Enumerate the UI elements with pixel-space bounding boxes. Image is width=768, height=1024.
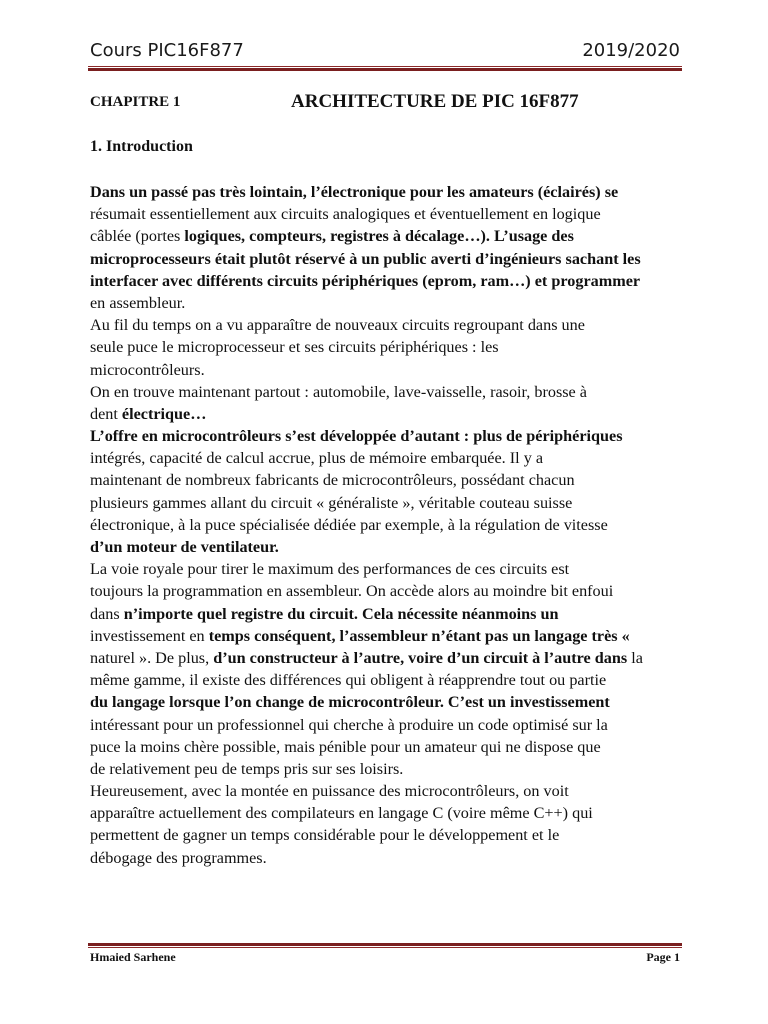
text-segment: dent (90, 404, 122, 423)
text-line (90, 580, 685, 602)
text-line (90, 647, 685, 669)
text-segment: même gamme, il existe des différences qui obligent à réapprendre tout ou partie (90, 671, 607, 690)
text-line (90, 758, 685, 780)
text-segment: résumait essentiellement aux circuits analogiques et éventuellement en logique (90, 205, 601, 224)
page-footer (90, 950, 680, 966)
text-segment: Heureusement, avec la montée en puissance des microcontrôleurs, on voit (90, 782, 569, 801)
text-segment: investissement en (90, 626, 209, 645)
text-line (90, 780, 685, 802)
text-line (90, 447, 685, 469)
text-segment: d’un moteur de ventilateur. (90, 538, 279, 556)
text-line (90, 203, 685, 225)
text-line (90, 492, 685, 514)
text-segment: naturel ». De plus, (90, 648, 214, 667)
body-text (90, 181, 685, 869)
course-title: Cours PIC16F877 (90, 40, 244, 61)
text-segment: La voie royale pour tirer le maximum des performances de ces circuits est (90, 560, 570, 579)
text-line (90, 536, 685, 558)
text-line (90, 270, 685, 292)
text-line (90, 403, 685, 425)
text-segment: en assembleur. (90, 293, 186, 312)
text-line (90, 691, 685, 713)
text-line (90, 603, 685, 625)
text-segment: de relativement peu de temps pris sur ses loisirs. (90, 759, 404, 778)
text-line (90, 514, 685, 536)
text-segment: électronique, à la puce spécialisée dédiée par exemple, à la régulation de vitesse (90, 515, 608, 534)
section-heading: 1. Introduction (90, 138, 193, 155)
text-segment: permettent de gagner un temps considérable pour le développement et le (90, 826, 560, 845)
text-segment: débogage des programmes. (90, 848, 267, 867)
author-name: Hmaied Sarhene (90, 950, 176, 964)
text-segment: logiques, compteurs, registres à décalage…). L’usage des (184, 227, 574, 246)
text-segment: intégrés, capacité de calcul accrue, plus de mémoire embarquée. Il y a (90, 449, 544, 468)
footer-rule-thin (88, 947, 682, 948)
text-segment: câblée (portes (90, 227, 185, 246)
chapter-number: CHAPITRE 1 (90, 94, 181, 110)
text-line (90, 469, 685, 491)
chapter-heading (90, 91, 690, 115)
footer-rule-thick (88, 943, 682, 946)
text-segment: apparaître actuellement des compilateurs en langage C (voire même C++) qui (90, 804, 593, 823)
page-header (90, 40, 680, 66)
text-segment: maintenant de nombreux fabricants de microcontrôleurs, possédant chacun (90, 471, 575, 490)
text-segment: temps conséquent, l’assembleur n’étant pas un langage très « (208, 626, 630, 645)
text-line (90, 225, 685, 247)
text-line (90, 292, 685, 314)
text-line (90, 669, 685, 691)
text-segment: intéressant pour un professionnel qui cherche à produire un code optimisé sur la (90, 715, 608, 734)
text-line (90, 181, 685, 203)
text-segment: Au fil du temps on a vu apparaître de nouveaux circuits regroupant dans une (90, 316, 585, 335)
text-segment: seule puce le microprocesseur et ses circuits périphériques : les (90, 338, 499, 357)
text-line (90, 714, 685, 736)
text-segment: puce la moins chère possible, mais pénible pour un amateur qui ne dispose que (90, 737, 601, 756)
academic-year: 2019/2020 (582, 40, 680, 61)
text-line (90, 802, 685, 824)
text-segment: la (627, 648, 643, 667)
text-line (90, 625, 685, 647)
text-segment: microcontrôleurs. (90, 360, 205, 379)
text-segment: L’offre en microcontrôleurs s’est développée d’autant : plus de périphériques (90, 427, 623, 446)
text-line (90, 824, 685, 846)
text-line (90, 736, 685, 758)
text-segment: d’un constructeur à l’autre, voire d’un circuit à l’autre dans (213, 648, 628, 667)
text-line (90, 336, 685, 358)
page-number: Page 1 (646, 950, 680, 964)
text-segment: plusieurs gammes allant du circuit « généraliste », véritable couteau suisse (90, 493, 573, 512)
chapter-title: ARCHITECTURE DE PIC 16F877 (291, 91, 579, 112)
text-segment: toujours la programmation en assembleur. On accède alors au moindre bit enfoui (90, 582, 614, 601)
header-rule-thick (88, 68, 682, 71)
text-line (90, 381, 685, 403)
text-segment: dans (90, 604, 124, 623)
text-line (90, 425, 685, 447)
text-line (90, 314, 685, 336)
text-segment: interfacer avec différents circuits périphériques (eprom, ram…) et programmer (90, 271, 641, 290)
text-segment: n’importe quel registre du circuit. Cela nécessite néanmoins un (123, 604, 559, 623)
text-segment: Dans un passé pas très lointain, l’électronique pour les amateurs (éclairés) se (90, 183, 619, 201)
header-rule-thin (88, 66, 682, 67)
text-segment: électrique… (121, 404, 207, 423)
text-line (90, 248, 685, 270)
text-line (90, 359, 685, 381)
text-line (90, 558, 685, 580)
text-line (90, 847, 685, 869)
text-segment: du langage lorsque l’on change de microcontrôleur. C’est un investissement (90, 693, 610, 712)
text-segment: On en trouve maintenant partout : automobile, lave-vaisselle, rasoir, brosse à (90, 382, 587, 401)
text-segment: microprocesseurs était plutôt réservé à un public averti d’ingénieurs sachant les (90, 249, 641, 268)
